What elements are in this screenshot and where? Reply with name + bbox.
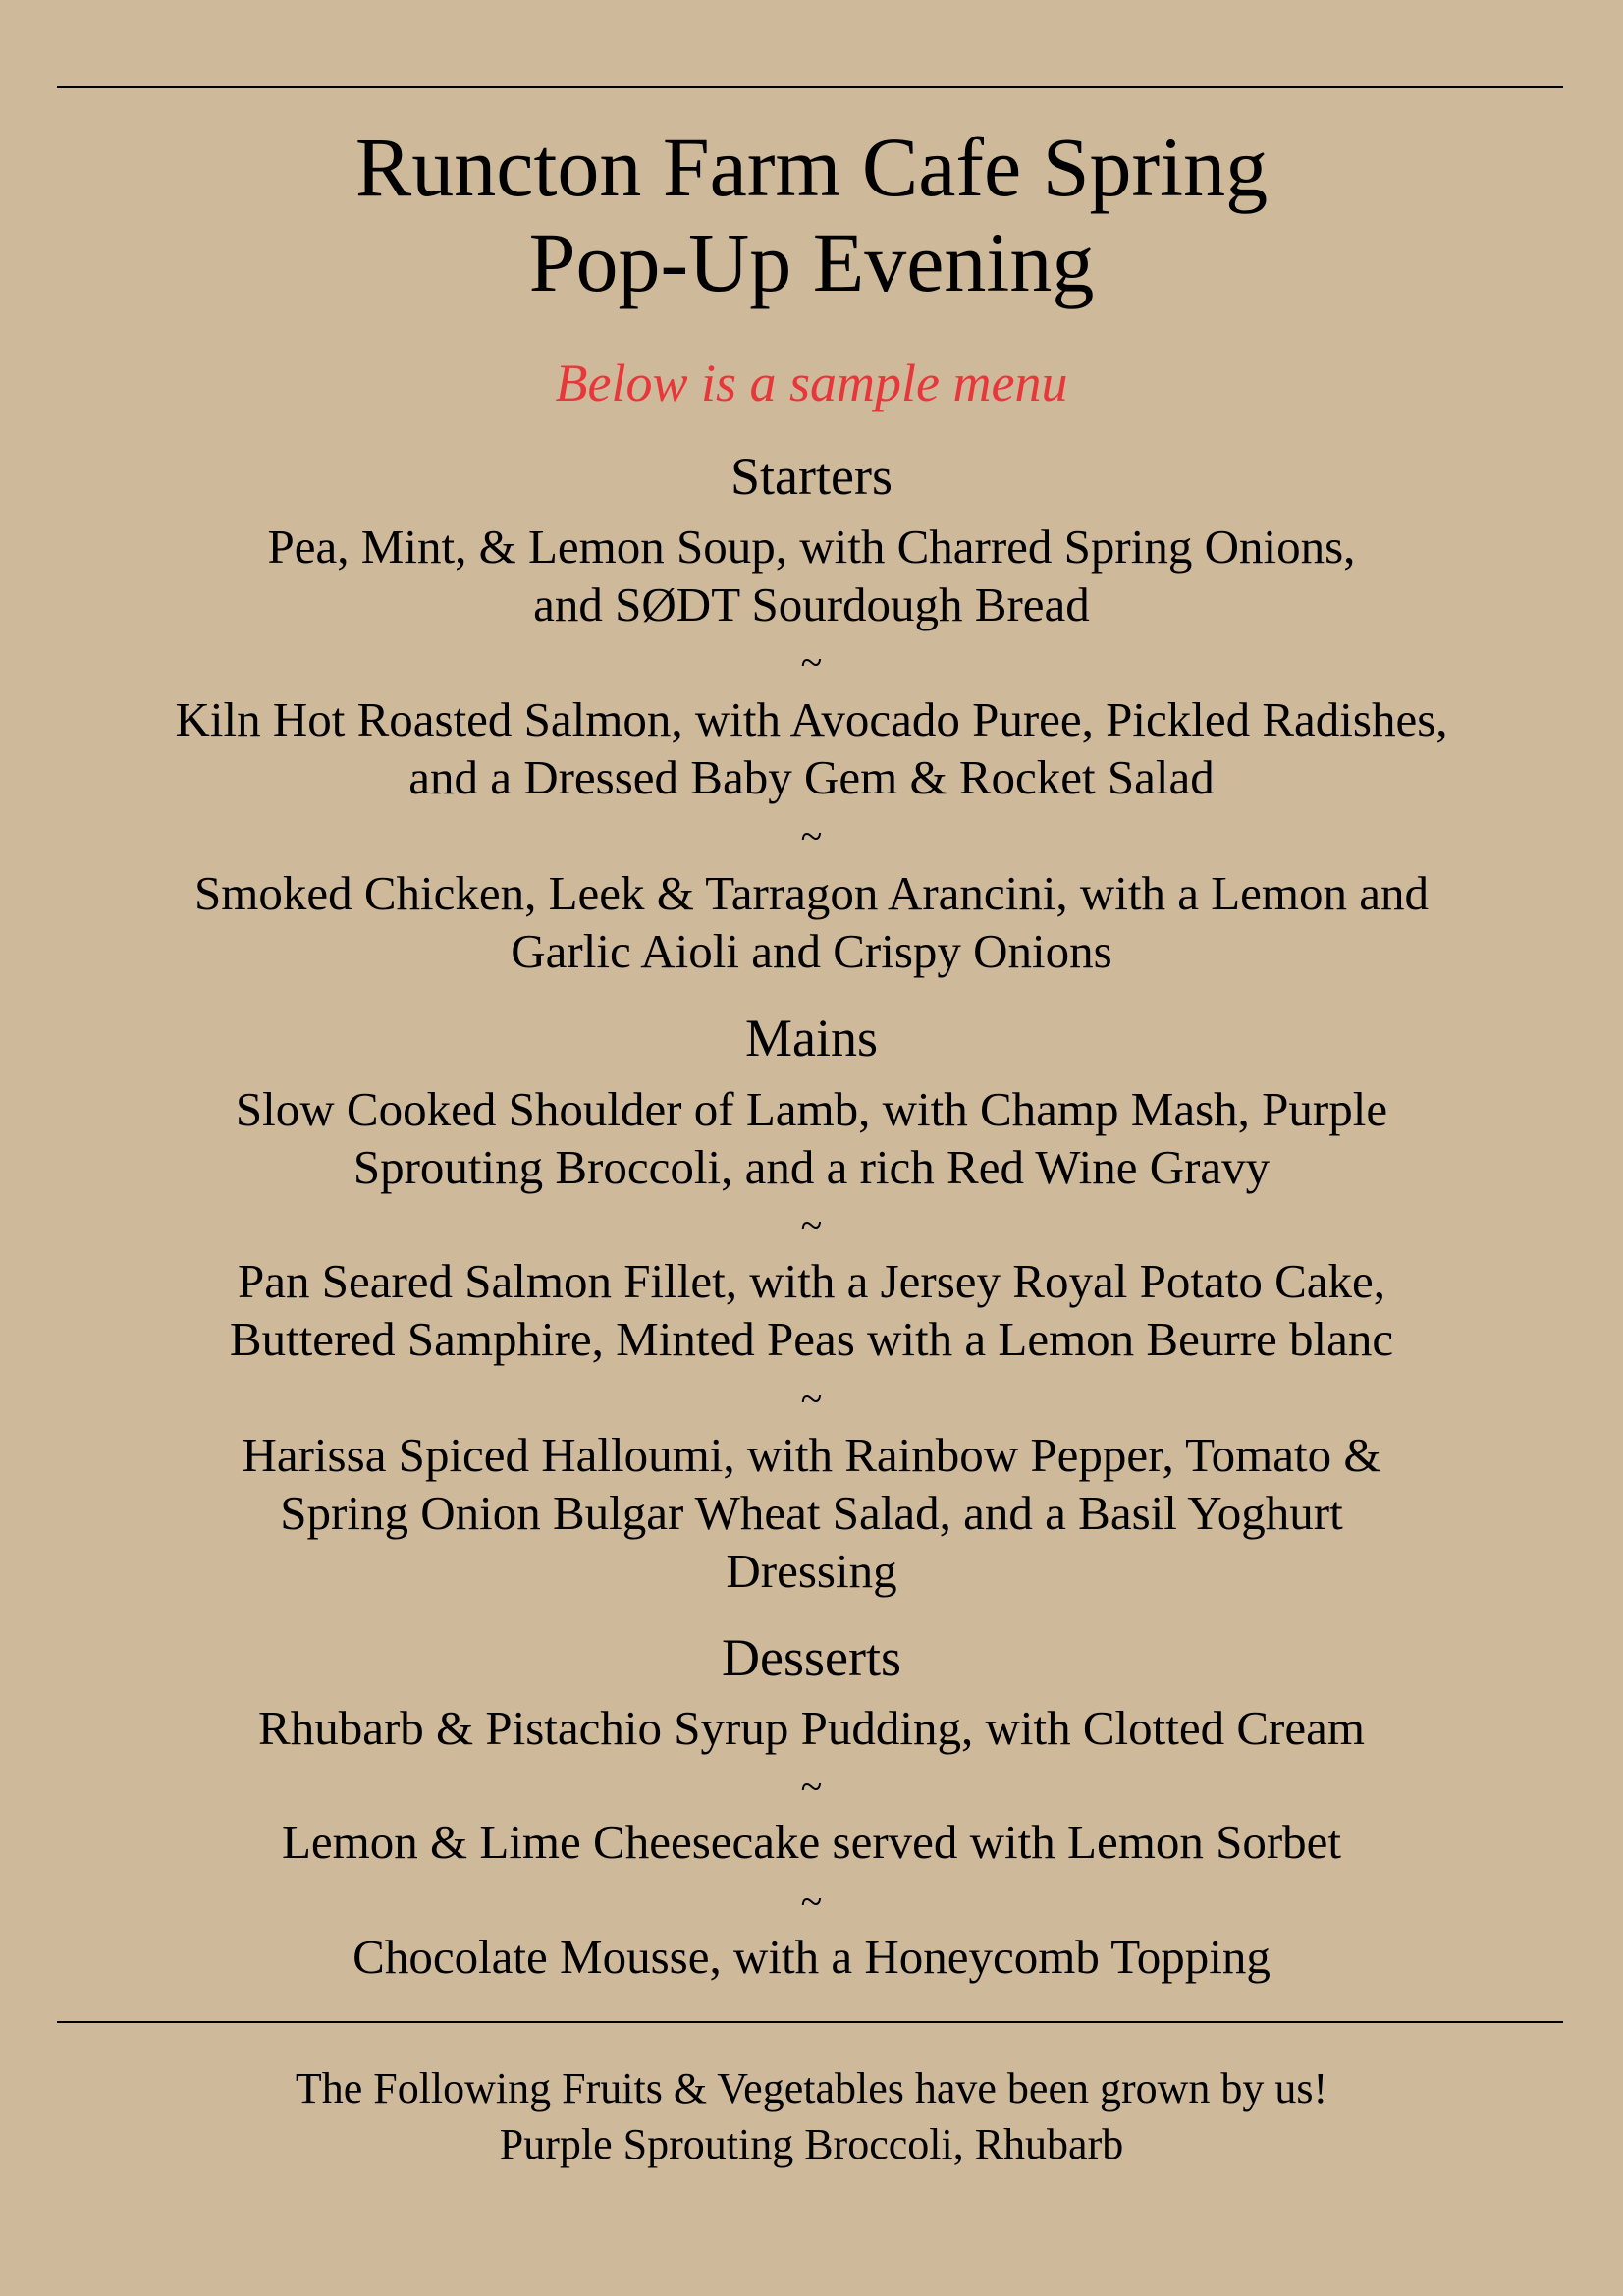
top-divider (57, 86, 1563, 88)
item-separator: ~ (800, 640, 823, 684)
bottom-divider (57, 2021, 1563, 2023)
menu-item-starter-3: Smoked Chicken, Leek & Tarragon Arancini, with a Lemon and Garlic Aioli and Crispy Onions (193, 866, 1430, 978)
title-line-2: Pop-Up Evening (528, 215, 1095, 309)
footer-note (0, 2060, 1623, 2172)
footer-line-1: The Following Fruits & Vegetables have been grown by us! (295, 2064, 1328, 2112)
section-heading-starters: Starters (730, 447, 893, 506)
item-separator: ~ (800, 1765, 823, 1809)
menu-item-dessert-2: Lemon & Lime Cheesecake served with Lemon Sorbet (281, 1815, 1342, 1869)
subtitle: Below is a sample menu (555, 354, 1068, 412)
page-title (0, 120, 1623, 310)
menu-item-main-2: Pan Seared Salmon Fillet, with a Jersey Royal Potato Cake, Buttered Samphire, Minted Peas with a Lemon Beurre blanc (229, 1254, 1394, 1366)
item-separator: ~ (800, 814, 823, 858)
menu-item-dessert-1: Rhubarb & Pistachio Syrup Pudding, with Clotted Cream (258, 1701, 1365, 1755)
footer-line-2: Purple Sprouting Broccoli, Rhubarb (499, 2120, 1124, 2168)
section-heading-mains: Mains (745, 1009, 878, 1067)
section-heading-desserts: Desserts (722, 1628, 901, 1687)
item-separator: ~ (800, 1377, 823, 1421)
menu-item-starter-2: Kiln Hot Roasted Salmon, with Avocado Puree, Pickled Radishes, and a Dressed Baby Gem & Rocket Salad (175, 692, 1448, 804)
item-separator: ~ (800, 1880, 823, 1924)
item-separator: ~ (800, 1203, 823, 1247)
menu-item-starter-1: Pea, Mint, & Lemon Soup, with Charred Spring Onions, and SØDT Sourdough Bread (267, 519, 1356, 631)
menu-item-main-3: Harissa Spiced Halloumi, with Rainbow Pepper, Tomato & Spring Onion Bulgar Wheat Salad, and a Basil Yoghurt Dressing (242, 1428, 1381, 1598)
menu-item-dessert-3: Chocolate Mousse, with a Honeycomb Topping (352, 1930, 1271, 1984)
title-line-1: Runcton Farm Cafe Spring (354, 120, 1269, 214)
menu-item-main-1: Slow Cooked Shoulder of Lamb, with Champ Mash, Purple Sprouting Broccoli, and a rich Red Wine Gravy (235, 1082, 1388, 1194)
